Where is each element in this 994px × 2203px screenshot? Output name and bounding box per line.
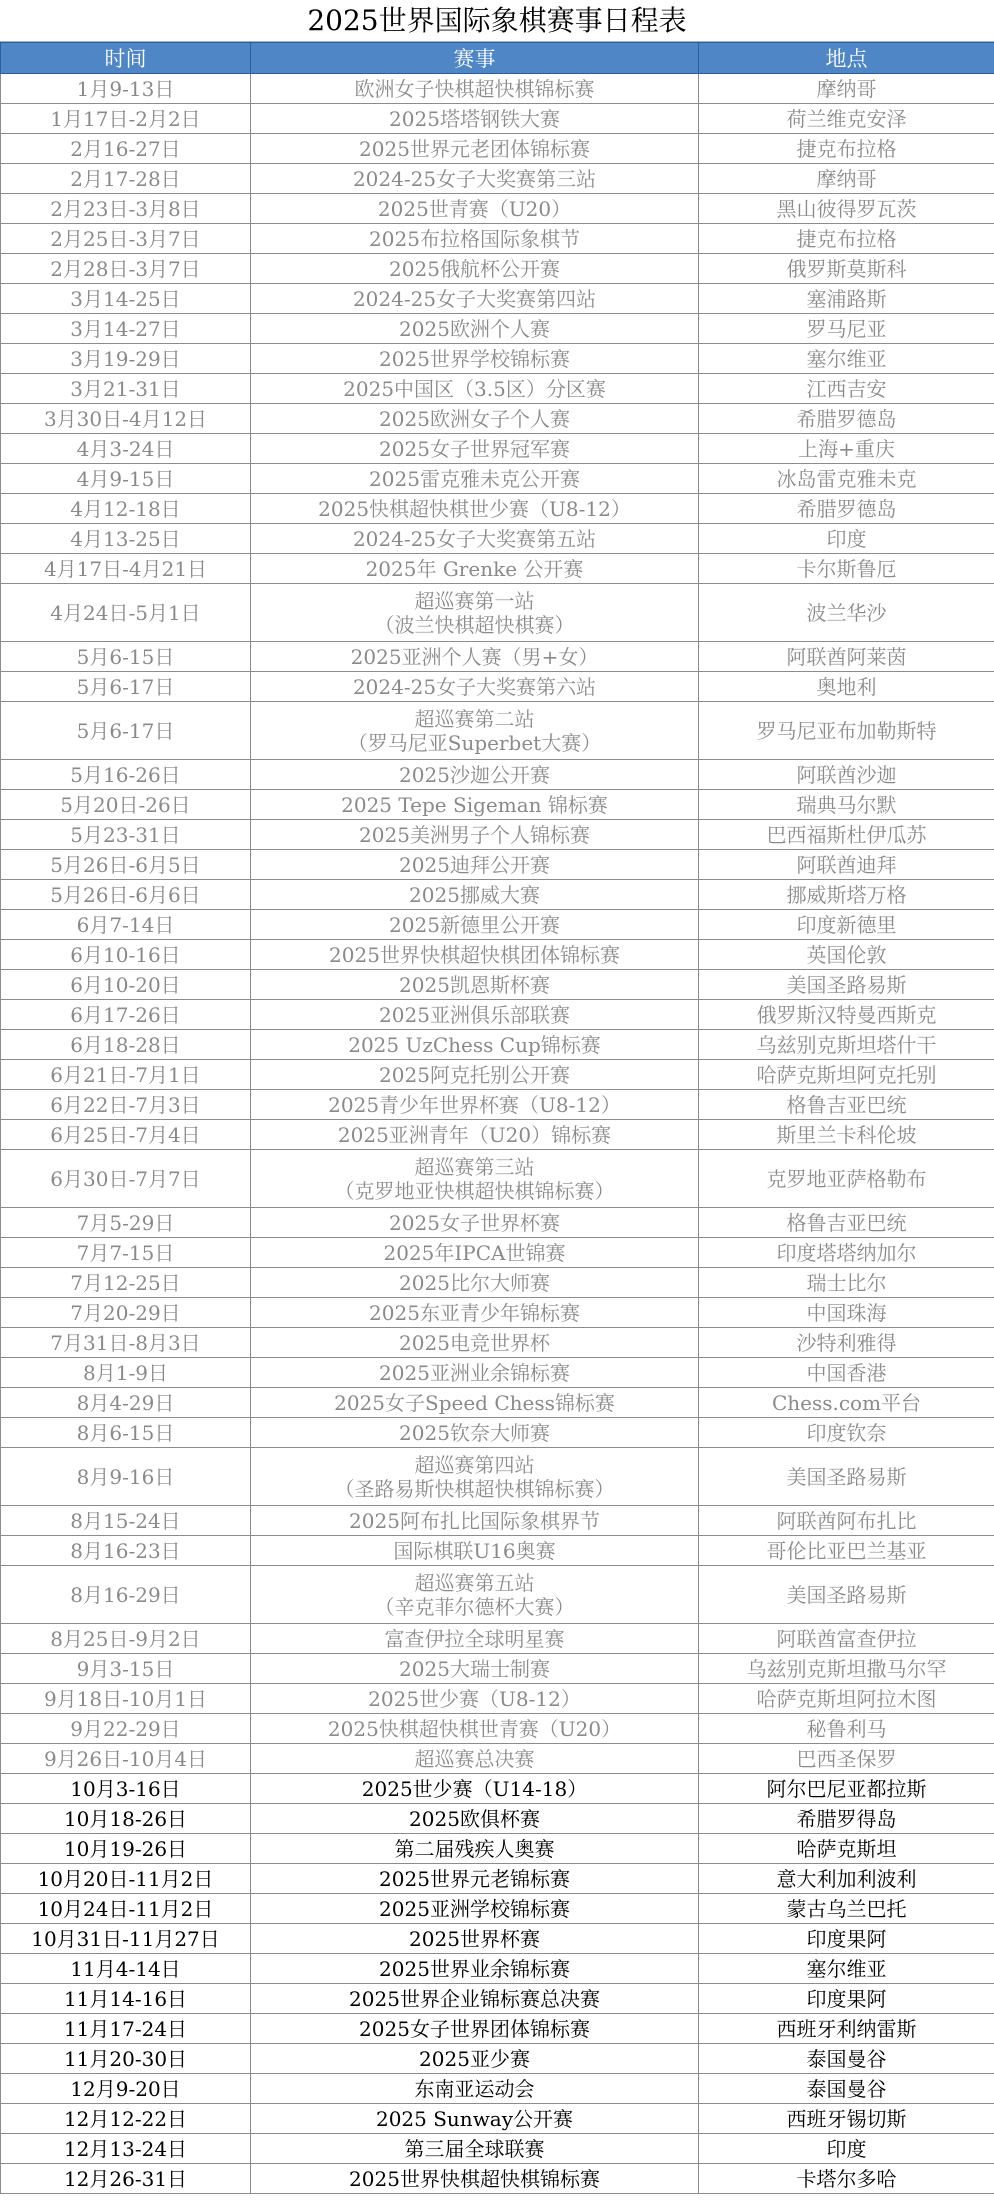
cell-place: 俄罗斯莫斯科 [699, 254, 994, 284]
schedule-table [0, 42, 994, 2194]
table-row [1, 1208, 994, 1238]
cell-place: 沙特利雅得 [699, 1328, 994, 1358]
cell-place: 印度新德里 [699, 910, 994, 940]
cell-time: 5月23-31日 [1, 820, 251, 850]
cell-event: 超巡赛第四站 （圣路易斯快棋超快棋锦标赛） [251, 1448, 699, 1506]
table-row [1, 1624, 994, 1654]
table-row [1, 1060, 994, 1090]
table-row [1, 642, 994, 672]
cell-place: 阿联酋阿布扎比 [699, 1506, 994, 1536]
cell-time: 10月19-26日 [1, 1834, 251, 1864]
cell-place: 瑞典马尔默 [699, 790, 994, 820]
table-row [1, 2074, 994, 2104]
table-row [1, 672, 994, 702]
cell-event: 富查伊拉全球明星赛 [251, 1624, 699, 1654]
cell-event: 2025亚洲业余锦标赛 [251, 1358, 699, 1388]
table-row [1, 910, 994, 940]
cell-place: 西班牙锡切斯 [699, 2104, 994, 2134]
table-body [1, 74, 994, 2194]
cell-place: 哥伦比亚巴兰基亚 [699, 1536, 994, 1566]
table-row [1, 554, 994, 584]
cell-event: 2025东亚青少年锦标赛 [251, 1298, 699, 1328]
cell-time: 4月13-25日 [1, 524, 251, 554]
cell-event: 2025亚洲个人赛（男+女） [251, 642, 699, 672]
cell-place: 荷兰维克安泽 [699, 104, 994, 134]
cell-time: 1月17日-2月2日 [1, 104, 251, 134]
table-row [1, 940, 994, 970]
cell-place: 乌兹别克斯坦塔什干 [699, 1030, 994, 1060]
cell-place: 印度 [699, 2134, 994, 2164]
cell-event: 2024-25女子大奖赛第六站 [251, 672, 699, 702]
header-row [1, 43, 994, 74]
cell-time: 3月14-27日 [1, 314, 251, 344]
cell-event: 2025女子世界杯赛 [251, 1208, 699, 1238]
cell-time: 2月23日-3月8日 [1, 194, 251, 224]
cell-event: 2025世界企业锦标赛总决赛 [251, 1984, 699, 2014]
cell-time: 12月9-20日 [1, 2074, 251, 2104]
cell-event: 2025世少赛（U14-18） [251, 1774, 699, 1804]
cell-place: 希腊罗得岛 [699, 1804, 994, 1834]
table-header [1, 43, 994, 74]
cell-event: 欧洲女子快棋超快棋锦标赛 [251, 74, 699, 104]
table-row [1, 194, 994, 224]
cell-event: 2025快棋超快棋世少赛（U8-12） [251, 494, 699, 524]
cell-time: 11月17-24日 [1, 2014, 251, 2044]
cell-event: 2025中国区（3.5区）分区赛 [251, 374, 699, 404]
cell-event: 2025 Tepe Sigeman 锦标赛 [251, 790, 699, 820]
cell-event: 2025阿克托别公开赛 [251, 1060, 699, 1090]
cell-time: 8月16-29日 [1, 1566, 251, 1624]
cell-time: 8月9-16日 [1, 1448, 251, 1506]
table-row [1, 1536, 994, 1566]
table-row [1, 1654, 994, 1684]
cell-event: 2025世青赛（U20） [251, 194, 699, 224]
cell-time: 8月1-9日 [1, 1358, 251, 1388]
table-row [1, 254, 994, 284]
cell-place: 斯里兰卡科伦坡 [699, 1120, 994, 1150]
cell-time: 6月21日-7月1日 [1, 1060, 251, 1090]
cell-event: 2025年IPCA世锦赛 [251, 1238, 699, 1268]
cell-place: 阿尔巴尼亚都拉斯 [699, 1774, 994, 1804]
cell-time: 2月28日-3月7日 [1, 254, 251, 284]
cell-event: 2025亚洲学校锦标赛 [251, 1894, 699, 1924]
cell-time: 7月12-25日 [1, 1268, 251, 1298]
table-row [1, 2044, 994, 2074]
cell-event: 2025欧洲个人赛 [251, 314, 699, 344]
table-row [1, 1864, 994, 1894]
cell-time: 6月10-20日 [1, 970, 251, 1000]
cell-event: 2025钦奈大师赛 [251, 1418, 699, 1448]
cell-event: 2025俄航杯公开赛 [251, 254, 699, 284]
cell-event: 超巡赛第五站 （辛克菲尔德杯大赛） [251, 1566, 699, 1624]
cell-place: 印度果阿 [699, 1924, 994, 1954]
table-row [1, 1744, 994, 1774]
cell-place: 阿联酋沙迦 [699, 760, 994, 790]
cell-time: 10月20日-11月2日 [1, 1864, 251, 1894]
cell-event: 超巡赛总决赛 [251, 1744, 699, 1774]
cell-place: 中国香港 [699, 1358, 994, 1388]
cell-place: 俄罗斯汉特曼西斯克 [699, 1000, 994, 1030]
cell-event: 2025亚洲青年（U20）锦标赛 [251, 1120, 699, 1150]
cell-time: 6月25日-7月4日 [1, 1120, 251, 1150]
cell-event: 2025电竞世界杯 [251, 1328, 699, 1358]
cell-time: 2月16-27日 [1, 134, 251, 164]
table-row [1, 1358, 994, 1388]
cell-event: 2025世界业余锦标赛 [251, 1954, 699, 1984]
cell-place: 江西吉安 [699, 374, 994, 404]
cell-time: 7月20-29日 [1, 1298, 251, 1328]
cell-event: 2025大瑞士制赛 [251, 1654, 699, 1684]
header-place: 地点 [699, 43, 994, 74]
table-row [1, 344, 994, 374]
table-row [1, 524, 994, 554]
cell-time: 5月26日-6月5日 [1, 850, 251, 880]
cell-time: 9月26日-10月4日 [1, 1744, 251, 1774]
cell-place: 印度 [699, 524, 994, 554]
cell-time: 9月3-15日 [1, 1654, 251, 1684]
table-row [1, 584, 994, 642]
cell-event: 2025塔塔钢铁大赛 [251, 104, 699, 134]
cell-place: 摩纳哥 [699, 164, 994, 194]
cell-place: 罗马尼亚 [699, 314, 994, 344]
table-row [1, 464, 994, 494]
table-row [1, 1150, 994, 1208]
cell-event: 东南亚运动会 [251, 2074, 699, 2104]
cell-place: 印度钦奈 [699, 1418, 994, 1448]
cell-time: 3月21-31日 [1, 374, 251, 404]
table-row [1, 790, 994, 820]
table-row [1, 1298, 994, 1328]
cell-time: 1月9-13日 [1, 74, 251, 104]
cell-time: 12月26-31日 [1, 2164, 251, 2194]
cell-event: 2025迪拜公开赛 [251, 850, 699, 880]
cell-time: 6月7-14日 [1, 910, 251, 940]
table-row [1, 164, 994, 194]
cell-place: 阿联酋迪拜 [699, 850, 994, 880]
cell-place: 塞尔维亚 [699, 1954, 994, 1984]
cell-time: 6月17-26日 [1, 1000, 251, 1030]
cell-place: 卡塔尔多哈 [699, 2164, 994, 2194]
cell-event: 2025世界快棋超快棋锦标赛 [251, 2164, 699, 2194]
cell-time: 12月13-24日 [1, 2134, 251, 2164]
table-row [1, 1954, 994, 1984]
table-row [1, 2134, 994, 2164]
table-row [1, 134, 994, 164]
cell-event: 2025亚少赛 [251, 2044, 699, 2074]
page-title: 2025世界国际象棋赛事日程表 [0, 0, 994, 42]
cell-time: 4月17日-4月21日 [1, 554, 251, 584]
cell-time: 8月25日-9月2日 [1, 1624, 251, 1654]
cell-time: 3月14-25日 [1, 284, 251, 314]
cell-event: 2025女子Speed Chess锦标赛 [251, 1388, 699, 1418]
cell-event: 2024-25女子大奖赛第五站 [251, 524, 699, 554]
cell-place: 奥地利 [699, 672, 994, 702]
table-row [1, 434, 994, 464]
cell-place: 印度果阿 [699, 1984, 994, 2014]
cell-event: 2025欧俱杯赛 [251, 1804, 699, 1834]
cell-time: 10月31日-11月27日 [1, 1924, 251, 1954]
table-row [1, 1984, 994, 2014]
cell-event: 2025世界元老锦标赛 [251, 1864, 699, 1894]
cell-time: 8月15-24日 [1, 1506, 251, 1536]
cell-place: 希腊罗德岛 [699, 404, 994, 434]
cell-event: 2025欧洲女子个人赛 [251, 404, 699, 434]
cell-event: 第三届全球联赛 [251, 2134, 699, 2164]
cell-place: 罗马尼亚布加勒斯特 [699, 702, 994, 760]
cell-time: 10月24日-11月2日 [1, 1894, 251, 1924]
cell-place: 挪威斯塔万格 [699, 880, 994, 910]
table-row [1, 970, 994, 1000]
cell-event: 2024-25女子大奖赛第四站 [251, 284, 699, 314]
cell-event: 2025世界学校锦标赛 [251, 344, 699, 374]
cell-event: 2025年 Grenke 公开赛 [251, 554, 699, 584]
table-row [1, 2014, 994, 2044]
table-row [1, 1684, 994, 1714]
table-row [1, 1268, 994, 1298]
cell-time: 5月20日-26日 [1, 790, 251, 820]
table-row [1, 2164, 994, 2194]
table-row [1, 374, 994, 404]
cell-place: Chess.com平台 [699, 1388, 994, 1418]
cell-place: 格鲁吉亚巴统 [699, 1208, 994, 1238]
cell-time: 5月6-17日 [1, 702, 251, 760]
cell-event: 国际棋联U16奥赛 [251, 1536, 699, 1566]
cell-event: 2025快棋超快棋世青赛（U20） [251, 1714, 699, 1744]
cell-place: 英国伦敦 [699, 940, 994, 970]
cell-place: 意大利加利波利 [699, 1864, 994, 1894]
cell-time: 5月16-26日 [1, 760, 251, 790]
table-row [1, 1804, 994, 1834]
cell-time: 5月6-17日 [1, 672, 251, 702]
header-time: 时间 [1, 43, 251, 74]
table-row [1, 2104, 994, 2134]
cell-time: 8月6-15日 [1, 1418, 251, 1448]
cell-place: 哈萨克斯坦 [699, 1834, 994, 1864]
cell-time: 2月25日-3月7日 [1, 224, 251, 254]
cell-event: 第二届残疾人奥赛 [251, 1834, 699, 1864]
table-row [1, 1448, 994, 1506]
cell-place: 阿联酋阿莱茵 [699, 642, 994, 672]
cell-time: 6月10-16日 [1, 940, 251, 970]
cell-place: 西班牙利纳雷斯 [699, 2014, 994, 2044]
cell-place: 摩纳哥 [699, 74, 994, 104]
cell-time: 11月14-16日 [1, 1984, 251, 2014]
cell-place: 乌兹别克斯坦撒马尔罕 [699, 1654, 994, 1684]
cell-place: 捷克布拉格 [699, 224, 994, 254]
cell-place: 上海+重庆 [699, 434, 994, 464]
cell-time: 10月3-16日 [1, 1774, 251, 1804]
cell-place: 美国圣路易斯 [699, 1448, 994, 1506]
cell-event: 2025 Sunway公开赛 [251, 2104, 699, 2134]
table-row [1, 880, 994, 910]
table-row [1, 1238, 994, 1268]
cell-time: 3月19-29日 [1, 344, 251, 374]
cell-time: 12月12-22日 [1, 2104, 251, 2134]
cell-event: 2025青少年世界杯赛（U8-12） [251, 1090, 699, 1120]
cell-time: 3月30日-4月12日 [1, 404, 251, 434]
table-row [1, 284, 994, 314]
cell-time: 5月6-15日 [1, 642, 251, 672]
table-row [1, 760, 994, 790]
cell-time: 7月5-29日 [1, 1208, 251, 1238]
cell-event: 2025女子世界冠军赛 [251, 434, 699, 464]
table-row [1, 314, 994, 344]
cell-place: 美国圣路易斯 [699, 1566, 994, 1624]
cell-place: 塞尔维亚 [699, 344, 994, 374]
cell-event: 2025 UzChess Cup锦标赛 [251, 1030, 699, 1060]
cell-time: 9月22-29日 [1, 1714, 251, 1744]
cell-event: 超巡赛第一站 （波兰快棋超快棋赛） [251, 584, 699, 642]
cell-place: 泰国曼谷 [699, 2044, 994, 2074]
cell-event: 2025世界快棋超快棋团体锦标赛 [251, 940, 699, 970]
cell-place: 印度塔塔纳加尔 [699, 1238, 994, 1268]
cell-place: 黑山彼得罗瓦茨 [699, 194, 994, 224]
cell-place: 捷克布拉格 [699, 134, 994, 164]
table-row [1, 404, 994, 434]
table-row [1, 1328, 994, 1358]
cell-event: 2025世界元老团体锦标赛 [251, 134, 699, 164]
cell-event: 2025挪威大赛 [251, 880, 699, 910]
cell-time: 11月20-30日 [1, 2044, 251, 2074]
cell-event: 2025布拉格国际象棋节 [251, 224, 699, 254]
cell-time: 2月17-28日 [1, 164, 251, 194]
cell-event: 2025沙迦公开赛 [251, 760, 699, 790]
cell-event: 2025凯恩斯杯赛 [251, 970, 699, 1000]
cell-place: 哈萨克斯坦阿拉木图 [699, 1684, 994, 1714]
table-row [1, 1388, 994, 1418]
cell-place: 冰岛雷克雅未克 [699, 464, 994, 494]
table-row [1, 1120, 994, 1150]
cell-event: 2025世界杯赛 [251, 1924, 699, 1954]
table-row [1, 104, 994, 134]
cell-time: 8月16-23日 [1, 1536, 251, 1566]
cell-place: 哈萨克斯坦阿克托别 [699, 1060, 994, 1090]
cell-place: 波兰华沙 [699, 584, 994, 642]
cell-place: 格鲁吉亚巴统 [699, 1090, 994, 1120]
cell-time: 9月18日-10月1日 [1, 1684, 251, 1714]
cell-event: 2025比尔大师赛 [251, 1268, 699, 1298]
table-row [1, 1924, 994, 1954]
table-row [1, 1894, 994, 1924]
cell-event: 超巡赛第三站 （克罗地亚快棋超快棋锦标赛） [251, 1150, 699, 1208]
table-row [1, 702, 994, 760]
cell-time: 6月30日-7月7日 [1, 1150, 251, 1208]
cell-place: 泰国曼谷 [699, 2074, 994, 2104]
table-row [1, 1834, 994, 1864]
cell-place: 中国珠海 [699, 1298, 994, 1328]
table-row [1, 1506, 994, 1536]
cell-place: 秘鲁利马 [699, 1714, 994, 1744]
table-row [1, 1090, 994, 1120]
cell-event: 2025雷克雅未克公开赛 [251, 464, 699, 494]
table-row [1, 820, 994, 850]
cell-event: 2025美洲男子个人锦标赛 [251, 820, 699, 850]
table-row [1, 850, 994, 880]
cell-time: 5月26日-6月6日 [1, 880, 251, 910]
cell-time: 4月24日-5月1日 [1, 584, 251, 642]
cell-event: 2025亚洲俱乐部联赛 [251, 1000, 699, 1030]
cell-place: 美国圣路易斯 [699, 970, 994, 1000]
cell-place: 克罗地亚萨格勒布 [699, 1150, 994, 1208]
cell-place: 巴西福斯杜伊瓜苏 [699, 820, 994, 850]
table-row [1, 1030, 994, 1060]
cell-time: 6月18-28日 [1, 1030, 251, 1060]
cell-time: 4月9-15日 [1, 464, 251, 494]
cell-place: 蒙古乌兰巴托 [699, 1894, 994, 1924]
cell-place: 阿联酋富查伊拉 [699, 1624, 994, 1654]
table-row [1, 1714, 994, 1744]
cell-time: 10月18-26日 [1, 1804, 251, 1834]
cell-time: 6月22日-7月3日 [1, 1090, 251, 1120]
table-row [1, 224, 994, 254]
table-row [1, 1000, 994, 1030]
cell-place: 卡尔斯鲁厄 [699, 554, 994, 584]
cell-time: 7月31日-8月3日 [1, 1328, 251, 1358]
cell-event: 2025阿布扎比国际象棋界节 [251, 1506, 699, 1536]
cell-event: 2024-25女子大奖赛第三站 [251, 164, 699, 194]
table-row [1, 74, 994, 104]
cell-event: 2025世少赛（U8-12） [251, 1684, 699, 1714]
cell-time: 4月3-24日 [1, 434, 251, 464]
table-row [1, 1418, 994, 1448]
cell-place: 巴西圣保罗 [699, 1744, 994, 1774]
cell-time: 11月4-14日 [1, 1954, 251, 1984]
cell-event: 2025女子世界团体锦标赛 [251, 2014, 699, 2044]
cell-event: 超巡赛第二站 （罗马尼亚Superbet大赛） [251, 702, 699, 760]
table-row [1, 1774, 994, 1804]
table-row [1, 494, 994, 524]
cell-time: 4月12-18日 [1, 494, 251, 524]
table-row [1, 1566, 994, 1624]
cell-time: 8月4-29日 [1, 1388, 251, 1418]
cell-event: 2025新德里公开赛 [251, 910, 699, 940]
cell-time: 7月7-15日 [1, 1238, 251, 1268]
header-event: 赛事 [251, 43, 699, 74]
cell-place: 塞浦路斯 [699, 284, 994, 314]
cell-place: 瑞士比尔 [699, 1268, 994, 1298]
cell-place: 希腊罗德岛 [699, 494, 994, 524]
